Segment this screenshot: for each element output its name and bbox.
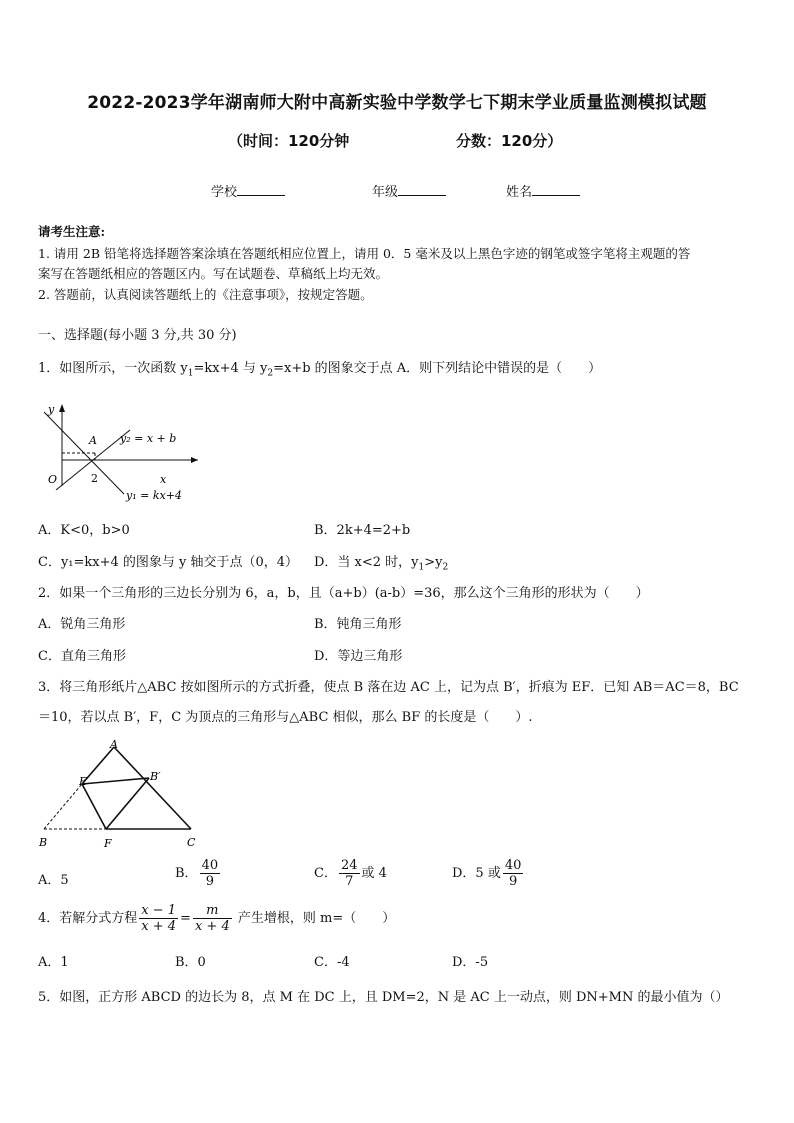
q1-origin-label: O — [48, 473, 58, 486]
name-field — [506, 181, 580, 200]
q1-option-a: A．K<0，b>0 — [38, 523, 130, 538]
q3-option-a: A．5 — [38, 873, 69, 888]
school-label: 学校 — [211, 185, 238, 200]
q2-option-d: D．等边三角形 — [314, 649, 403, 664]
q3-option-c: C． $\frac{24}{7}$ 或 4 — [314, 858, 387, 889]
notice-line1b: 案写在答题纸相应的答题区内。写在试题卷、草稿纸上均无效。 — [38, 266, 389, 281]
q1-point-a: A — [89, 434, 97, 447]
q3-fold-eb — [82, 778, 149, 784]
q5-stem: 5．如图，正方形 ABCD 的边长为 8，点 M 在 DC 上，且 DM=2，N 是 AC 上一动点，则 DN+MN 的最小值为（） — [38, 990, 729, 1005]
q1-line1-label: y₁ = kx+4 — [126, 489, 182, 502]
q3-crease-ef — [82, 784, 106, 829]
grade-field — [372, 181, 446, 200]
q1-line2-label: y₂ = x + b — [120, 432, 177, 445]
q3-dash-be — [44, 784, 82, 829]
q3-label-f: F — [104, 837, 112, 850]
q2-option-b: B．钝角三角形 — [314, 617, 402, 632]
q3-option-b: B． $\frac{40}{9}$ — [175, 858, 219, 889]
q4-option-a: A．1 — [38, 955, 69, 970]
q1-option-b: B．2k+4=2+b — [314, 523, 411, 538]
q3-label-b: B — [39, 836, 48, 849]
q3-fold-bf — [106, 778, 149, 829]
q3-label-e: E — [79, 775, 88, 788]
section-heading: 一、选择题(每小题 3 分,共 30 分) — [38, 328, 237, 343]
q2-option-c: C．直角三角形 — [38, 649, 126, 664]
q1-option-d: D．当 x<2 时，$y_1>y_2$ — [314, 555, 449, 573]
q3-label-c: C — [187, 836, 196, 849]
q3-option-d: D．5 或 $\frac{40}{9}$ — [452, 858, 522, 889]
q4-option-c: C．-4 — [314, 955, 350, 970]
q4-option-b: B．0 — [175, 955, 206, 970]
q1-x-label: x — [160, 473, 167, 486]
q3-stem-line1: 3．将三角形纸片△ABC 按如图所示的方式折叠，使点 B 落在边 AC 上，记为点 B′，折痕为 EF．已知 AB＝AC＝8，BC — [38, 680, 739, 695]
q3-stem-line2: ＝10，若以点 B′，F，C 为顶点的三角形与△ABC 相似，那么 BF 的长度是（ ）. — [38, 710, 533, 725]
q1-tick-2: 2 — [91, 472, 98, 485]
name-label: 姓名 — [506, 185, 533, 200]
notice-line2: 2. 答题前，认真阅读答题纸上的《注意事项》，按规定答题。 — [38, 287, 373, 302]
q3-label-a: A — [110, 738, 118, 751]
q1-option-c: C．y₁=kx+4 的图象与 y 轴交于点（0，4） — [38, 555, 299, 570]
q4-stem: 4．若解分式方程 $\frac{x - 1}{x + 4}$ = $\frac{m}{x + 4}$ 产生增根，则 m=（ ） — [38, 903, 396, 934]
page-title: 2022-2023学年湖南师大附中高新实验中学数学七下期末学业质量监测模拟试题 — [87, 93, 707, 113]
notice-heading: 请考生注意: — [38, 224, 106, 239]
exam-time: （时间：120分钟 — [228, 132, 350, 150]
q1-y-label: y — [48, 403, 55, 416]
q4-option-d: D．-5 — [452, 955, 489, 970]
exam-score: 分数：120分） — [456, 132, 563, 150]
q1-stem: 1．如图所示，一次函数 $y_1=kx+4$ 与 $y_2=x+b$ 的图象交于点 A．则下列结论中错误的是（ ） — [38, 361, 602, 379]
q1-graph — [38, 398, 208, 508]
q1-x-arrow — [191, 457, 198, 463]
q3-side-ac — [114, 747, 191, 829]
q2-stem: 2．如果一个三角形的三边长分别为 6，a，b，且（a+b）(a-b）=36，那么这个三角形的形状为（ ） — [38, 586, 649, 601]
grade-label: 年级 — [372, 185, 399, 200]
notice-line1a: 1. 请用 2B 铅笔将选择题答案涂填在答题纸相应位置上，请用 0．5 毫米及以上黑色字迹的钢笔或签字笔将主观题的答 — [38, 246, 691, 261]
q1-y-arrow — [59, 404, 65, 412]
q3-triangle-figure — [34, 738, 214, 850]
q3-label-bprime: B′ — [150, 770, 161, 783]
q2-option-a: A．锐角三角形 — [38, 617, 126, 632]
school-field — [211, 181, 285, 200]
